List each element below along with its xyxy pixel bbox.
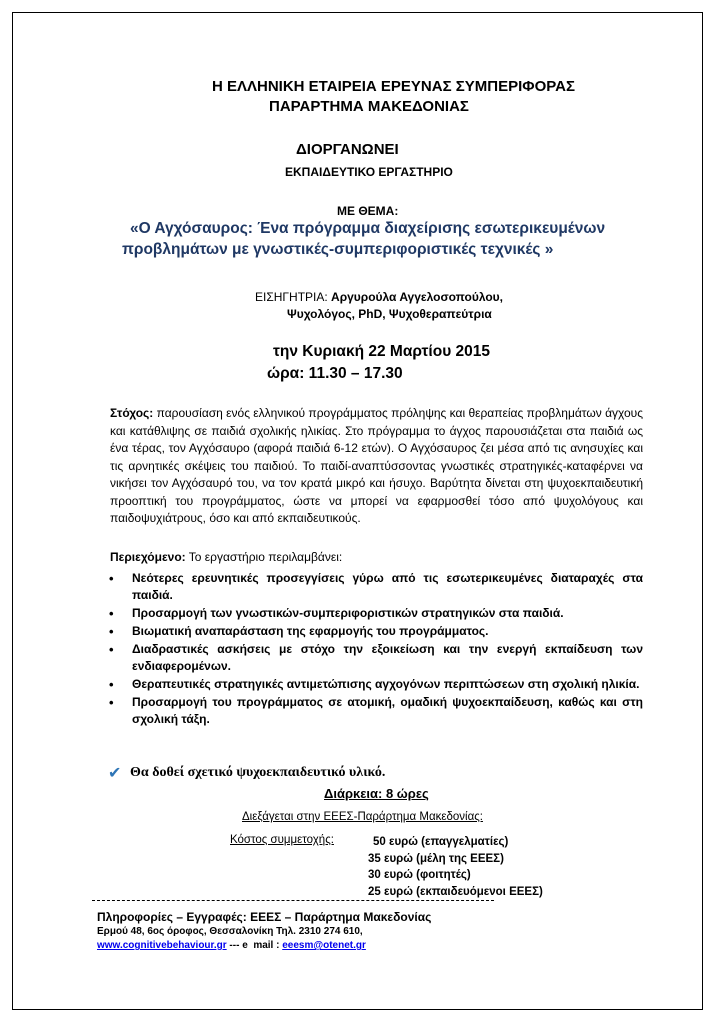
list-item: • Βιωματική αναπαράσταση της εφαρμογής του προγράμματος. [110, 623, 643, 640]
contents-list [110, 570, 643, 729]
material-note: Θα δοθεί σχετικό ψυχοεκπαιδευτικό υλικό. [130, 765, 386, 780]
cost-rate: 30 ευρώ (φοιτητές) [368, 869, 471, 881]
subject-label: ΜΕ ΘΕΜΑ: [337, 204, 399, 218]
footer-divider [92, 900, 494, 901]
cost-rates [368, 834, 543, 900]
speaker-name: Αργυρούλα Αγγελοσοπούλου, [331, 290, 503, 304]
duration: Διάρκεια: 8 ώρες [324, 786, 429, 801]
cost-rate: 50 ευρώ (επαγγελματίες) [373, 836, 509, 848]
organizer-name: Η ΕΛΛΗΝΙΚΗ ΕΤΑΙΡΕΙΑ ΕΡΕΥΝΑΣ ΣΥΜΠΕΡΙΦΟΡΑΣ [212, 78, 575, 95]
email-link[interactable]: eeesm@otenet.gr [282, 940, 366, 951]
event-time: ώρα: 11.30 – 17.30 [267, 365, 403, 382]
contents-heading [110, 550, 342, 564]
goal-paragraph [110, 405, 643, 528]
cost-rate: 35 ευρώ (μέλη της ΕΕΕΣ) [368, 852, 504, 865]
contents-intro: Το εργαστήριο περιλαμβάνει: [185, 550, 343, 564]
goal-text: παρουσίαση ενός ελληνικού προγράμματος πρόληψης και θεραπείας προβλημάτων άγχους και κατάθλιψης σε παιδιά σχολικής ηλικίας. Στο πρόγραμμα το άγχος παρουσιάζεται στα παιδιά ως ένα τέρας, τον Αγχόσαυρο (αφορά παιδιά 6-12 ετών). Ο Αγχόσαυρος ζει μέσα από τις ανησυχίες και τις αρνητικές σκέψεις του παιδιού. Το παιδί-αναπτύσσοντας γνωστικές στρατηγικές-καταφέρνει να νικήσει τον Αγχόσαυρό του, να τον κρατά μικρό και ήσυχο. Βαρύτητα δίνεται στη ψυχοεκπαιδευτική προοπτική του προγράμματος, ώστε να μπορεί να εφαρμοσθεί τόσο από ψυχολόγους και παιδοψυχιάτρους, όσο και από εκπαιδευτικούς. [110, 406, 643, 525]
event-type: ΕΚΠΑΙΔΕΥΤΙΚΟ ΕΡΓΑΣΤΗΡΙΟ [285, 165, 453, 179]
list-item: • Νεότερες ερευνητικές προσεγγίσεις γύρω από τις εσωτερικευμένες διαταραχές στα παιδιά. [110, 570, 643, 604]
website-link[interactable]: www.cognitivebehaviour.gr [97, 940, 227, 951]
workshop-title-line2: προβλημάτων με γνωστικές-συμπεριφοριστικές τεχνικές » [122, 241, 554, 258]
cost-rate: 25 ευρώ (εκπαιδευόμενοι ΕΕΕΣ) [368, 885, 543, 898]
list-item: • Διαδραστικές ασκήσεις με στόχο την εξοικείωση και την ενεργή εκπαίδευση των ενδιαφερομένων. [110, 641, 643, 675]
footer-contact [97, 940, 366, 951]
footer-address: Ερμού 48, 6ος όροφος, Θεσσαλονίκη Τηλ. 2310 274 610, [97, 926, 363, 937]
check-icon: ✔ [108, 765, 122, 782]
cost-label: Κόστος συμμετοχής: [230, 834, 334, 846]
list-item: • Θεραπευτικές στρατηγικές αντιμετώπισης αγχογόνων περιπτώσεων στη σχολική ηλικία. [110, 676, 643, 693]
footer-info: Πληροφορίες – Εγγραφές: ΕΕΕΣ – Παράρτημα Μακεδονίας [97, 910, 432, 924]
list-item: • Προσαρμογή του προγράμματος σε ατομική, ομαδική ψυχοεκπαίδευση, καθώς και στη σχολική τάξη. [110, 694, 643, 728]
speaker-credentials: Ψυχολόγος, PhD, Ψυχοθεραπεύτρια [287, 307, 492, 321]
event-date: την Κυριακή 22 Μαρτίου 2015 [273, 343, 491, 360]
goal-label: Στόχος: [110, 406, 154, 420]
organizer-branch: ΠΑΡΑΡΤΗΜΑ ΜΑΚΕΔΟΝΙΑΣ [269, 98, 469, 115]
list-item: • Προσαρμογή των γνωστικών-συμπεριφοριστικών στρατηγικών στα παιδιά. [110, 605, 643, 622]
venue: Διεξάγεται στην ΕΕΕΣ-Παράρτημα Μακεδονίας: [242, 811, 483, 823]
organizer-action: ΔΙΟΡΓΑΝΩΝΕΙ [296, 141, 399, 158]
speaker-line [255, 290, 503, 304]
footer-separator: --- e mail : [226, 940, 283, 951]
speaker-label: ΕΙΣΗΓΗΤΡΙΑ: [255, 290, 328, 304]
workshop-title-line1: «Ο Αγχόσαυρος: Ένα πρόγραμμα διαχείρισης εσωτερικευμένων [130, 220, 606, 237]
contents-label: Περιεχόμενο: [110, 550, 186, 564]
